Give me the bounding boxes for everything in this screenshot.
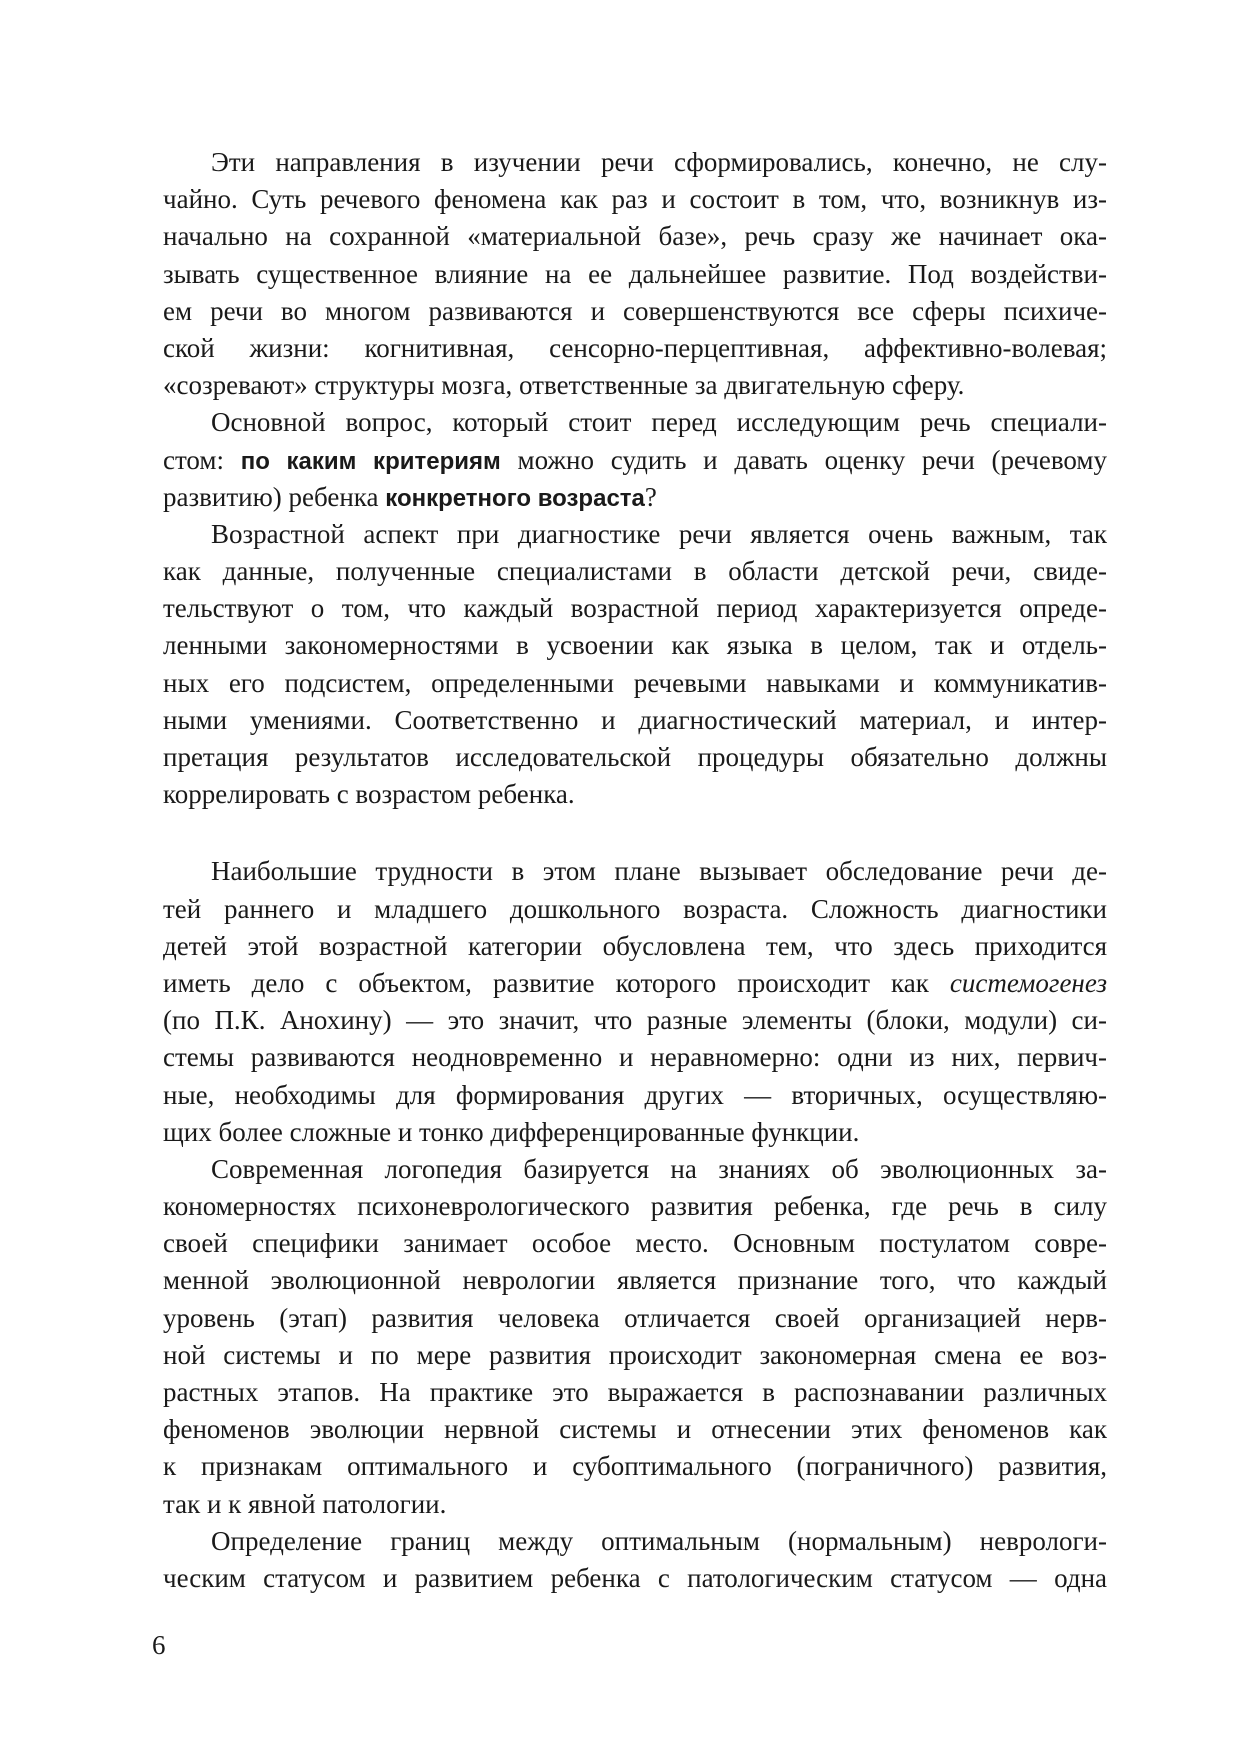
text-line xyxy=(163,1411,1107,1448)
text-segment: ленными закономерностями в усвоении как языка в целом, так и отдель- xyxy=(163,630,1107,661)
text-segment: зывать существенное влияние на ее дальнейшее развитие. Под воздействи- xyxy=(163,258,1107,289)
text-line xyxy=(163,853,1107,890)
text-line xyxy=(163,293,1107,330)
text-line xyxy=(163,739,1107,776)
text-segment: менной эволюционной неврологии является признание того, что каждый xyxy=(163,1265,1107,1296)
paragraph xyxy=(163,516,1107,814)
text-line xyxy=(163,330,1107,367)
text-line xyxy=(163,1114,1107,1151)
text-segment: так и к явной патологии. xyxy=(163,1488,447,1519)
text-line xyxy=(163,928,1107,965)
text-line xyxy=(163,627,1107,664)
text-line xyxy=(163,479,1107,516)
text-segment: как данные, полученные специалистами в области детской речи, свиде- xyxy=(163,556,1107,587)
text-segment: чайно. Суть речевого феномена как раз и состоит в том, что, возникнув из- xyxy=(163,184,1107,215)
text-line xyxy=(163,1337,1107,1374)
text-segment: кономерностях психоневрологического развития ребенка, где речь в силу xyxy=(163,1191,1107,1222)
text-segment: можно судить и давать оценку речи (речевому xyxy=(500,444,1107,475)
text-line xyxy=(163,1039,1107,1076)
text-segment: Эти направления в изучении речи сформировались, конечно, не слу- xyxy=(211,147,1107,177)
text-line xyxy=(163,218,1107,255)
bold-text: конкретного возраста xyxy=(385,484,645,512)
text-line xyxy=(163,1374,1107,1411)
text-segment: ческим статусом и развитием ребенка с патологическим статусом — одна xyxy=(163,1562,1107,1593)
text-segment: коррелировать с возрастом ребенка. xyxy=(163,779,575,810)
text-segment: Наибольшие трудности в этом плане вызывает обследование речи де- xyxy=(211,856,1107,887)
text-line xyxy=(163,776,1107,813)
text-line xyxy=(163,1560,1107,1597)
text-segment: Основной вопрос, который стоит перед исследующим речь специали- xyxy=(211,407,1107,438)
text-segment: ные, необходимы для формирования других — вторичных, осуществляю- xyxy=(163,1079,1107,1110)
text-line xyxy=(163,665,1107,702)
text-line xyxy=(163,1077,1107,1114)
text-line xyxy=(163,144,1107,181)
text-segment: своей специфики занимает особое место. Основным постулатом совре- xyxy=(163,1228,1107,1259)
text-line xyxy=(163,1225,1107,1262)
text-segment: ем речи во многом развиваются и совершенствуются все сферы психиче- xyxy=(163,295,1107,326)
text-segment: иметь дело с объектом, развитие которого происходит как xyxy=(163,967,950,998)
text-line xyxy=(163,404,1107,441)
paragraph xyxy=(163,853,1107,1151)
text-segment: Возрастной аспект при диагностике речи является очень важным, так xyxy=(211,518,1107,549)
text-line xyxy=(163,553,1107,590)
text-line xyxy=(163,1188,1107,1225)
text-line xyxy=(163,1523,1107,1560)
text-segment: ной системы и по мере развития происходит закономерная смена ее воз- xyxy=(163,1339,1107,1370)
text-line xyxy=(163,516,1107,553)
text-line xyxy=(163,1486,1107,1523)
text-segment: развитию) ребенка xyxy=(163,481,386,512)
paragraph xyxy=(163,144,1107,404)
paragraph xyxy=(163,1151,1107,1523)
text-segment: ных его подсистем, определенными речевыми навыками и коммуникатив- xyxy=(163,667,1107,698)
page-number: 6 xyxy=(152,1630,166,1660)
text-segment: ской жизни: когнитивная, сенсорно-перцептивная, аффективно-волевая; xyxy=(163,332,1107,363)
text-line xyxy=(163,256,1107,293)
text-line xyxy=(163,702,1107,739)
text-segment: детей этой возрастной категории обусловлена тем, что здесь приходится xyxy=(163,930,1107,961)
paragraph xyxy=(163,1523,1107,1597)
text-line xyxy=(163,1448,1107,1485)
text-segment: тей раннего и младшего дошкольного возраста. Сложность диагностики xyxy=(163,893,1107,924)
text-segment: ? xyxy=(644,481,657,512)
text-segment: стом: xyxy=(163,444,241,475)
text-segment: щих более сложные и тонко дифференцированные функции. xyxy=(163,1116,860,1147)
text-segment: Определение границ между оптимальным (нормальным) неврологи- xyxy=(211,1525,1107,1556)
text-segment: ными умениями. Соответственно и диагностический материал, и интер- xyxy=(163,704,1107,735)
text-line xyxy=(163,891,1107,928)
text-line xyxy=(163,1262,1107,1299)
text-segment: стемы развиваются неодновременно и неравномерно: одни из них, первич- xyxy=(163,1042,1107,1073)
italic-text: системогенез xyxy=(949,967,1107,998)
text-line xyxy=(163,1002,1107,1039)
text-segment: «созревают» структуры мозга, ответственные за двигательную сферу. xyxy=(163,370,965,401)
text-line xyxy=(163,1151,1107,1188)
text-line xyxy=(163,590,1107,627)
body-text xyxy=(163,144,1107,1597)
text-line xyxy=(163,1300,1107,1337)
text-line xyxy=(163,965,1107,1002)
text-segment: к признакам оптимального и субоптимального (пограничного) развития, xyxy=(163,1451,1107,1482)
text-segment: уровень (этап) развития человека отличается своей организацией нерв- xyxy=(163,1302,1107,1333)
bold-text: по каким критериям xyxy=(240,447,501,475)
text-segment: феноменов эволюции нервной системы и отнесении этих феноменов как xyxy=(163,1414,1107,1445)
text-segment: начально на сохранной «материальной базе», речь сразу же начинает ока- xyxy=(163,221,1107,252)
text-line xyxy=(163,367,1107,404)
text-segment: (по П.К. Анохину) — это значит, что разные элементы (блоки, модули) си- xyxy=(163,1005,1107,1036)
text-segment: тельствуют о том, что каждый возрастной период характеризуется опреде- xyxy=(163,593,1107,624)
text-line xyxy=(163,442,1107,479)
text-segment: претация результатов исследовательской процедуры обязательно должны xyxy=(163,742,1107,772)
text-segment: Современная логопедия базируется на знаниях об эволюционных за- xyxy=(211,1153,1107,1184)
text-line xyxy=(163,181,1107,218)
text-segment: растных этапов. На практике это выражается в распознавании различных xyxy=(163,1377,1107,1407)
paragraph xyxy=(163,404,1107,516)
